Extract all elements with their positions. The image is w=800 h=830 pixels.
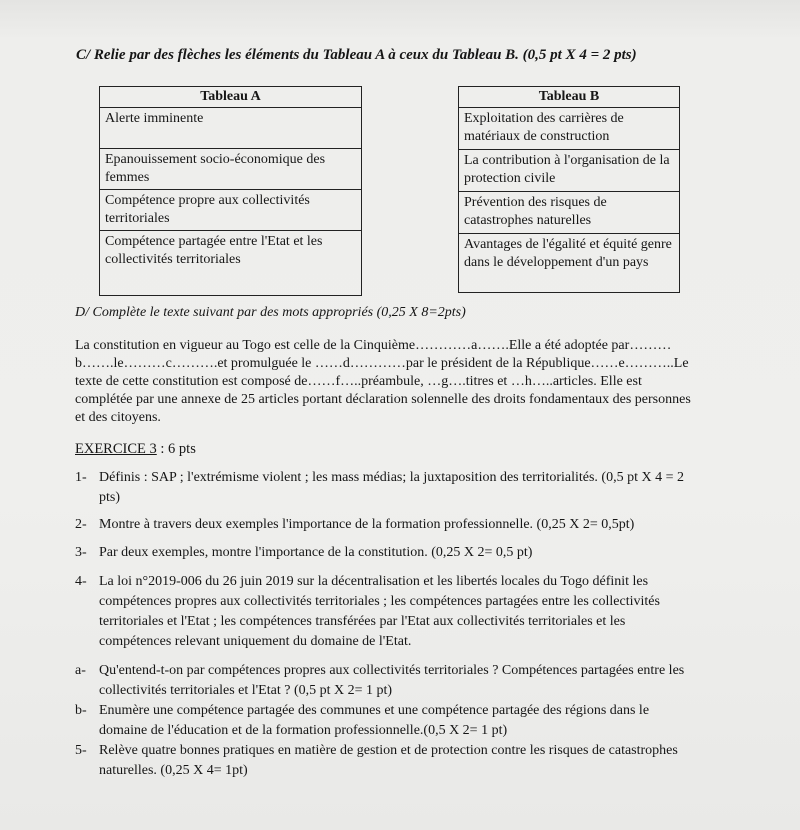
question-number: 4- xyxy=(75,574,87,589)
question-text: La loi n°2019-006 du 26 juin 2019 sur la décentralisation et les libertés locales du Togo définit les compétences propres aux collectivités territoriales ; les compétences partagées entre les collectivités territoriales et l'Etat ; les compétences transférées par l'Etat aux collectivités territoriales et les compétences relevant uniquement du domaine de l'Etat. xyxy=(99,574,660,649)
table-b-cell: La contribution à l'organisation de la protection civile xyxy=(459,150,680,192)
table-b-cell: Avantages de l'égalité et équité genre dans le développement d'un pays xyxy=(459,234,680,293)
table-a-header: Tableau A xyxy=(100,87,362,108)
question-number: 1- xyxy=(75,470,87,485)
table-a xyxy=(99,86,362,296)
table-a-cell: Compétence propre aux collectivités territoriales xyxy=(100,190,362,231)
table-a-cell: Epanouissement socio-économique des femmes xyxy=(100,149,362,190)
question-text: Définis : SAP ; l'extrémisme violent ; les mass médias; la juxtaposition des territorialités. (0,5 pt X 4 = 2 pts) xyxy=(99,470,684,505)
question-number: 2- xyxy=(75,517,87,532)
question-number: a- xyxy=(75,663,86,678)
table-b-cell: Prévention des risques de catastrophes naturelles xyxy=(459,192,680,234)
question-text: Par deux exemples, montre l'importance de la constitution. (0,25 X 2= 0,5 pt) xyxy=(99,545,533,560)
question-text: Relève quatre bonnes pratiques en matière de gestion et de protection contre les risques de catastrophes naturelles. (0,25 X 4= 1pt) xyxy=(99,743,678,778)
section-c-instruction: C/ Relie par des flèches les éléments du Tableau A à ceux du Tableau B. (0,5 pt X 4 = 2 pts) xyxy=(76,47,637,63)
section-d-instruction: D/ Complète le texte suivant par des mots appropriés (0,25 X 8=2pts) xyxy=(75,305,466,320)
question-text: Montre à travers deux exemples l'importance de la formation professionnelle. (0,25 X 2= 0,5pt) xyxy=(99,517,635,532)
question-text: Qu'entend-t-on par compétences propres aux collectivités territoriales ? Compétences partagées entre les collectivités territoriales et l'Etat ? (0,5 pt X 2= 1 pt) xyxy=(99,663,685,698)
table-a-cell: Compétence partagée entre l'Etat et les collectivités territoriales xyxy=(100,231,362,296)
exercise-3-points: : 6 pts xyxy=(156,441,196,457)
table-b-header: Tableau B xyxy=(459,87,680,108)
question-number: b- xyxy=(75,703,87,718)
exercise-3-heading xyxy=(75,441,196,458)
table-b xyxy=(458,86,680,293)
table-a-cell: Alerte imminente xyxy=(100,108,362,149)
question-number: 3- xyxy=(75,545,87,560)
fill-in-paragraph: La constitution en vigueur au Togo est celle de la Cinquième…………a…….Elle a été adoptée par………b…….le………c……….et promulguée le ……d…………par le président de la République……e………..Le texte de cette constitution est composé de……f…..préambule, …g….titres et …h…..articles. Elle est complétée par une annexe de 25 articles portant déclaration solennelle des droits fondamentaux des personnes et des citoyens. xyxy=(75,338,691,425)
exercise-3-title: EXERCICE 3 xyxy=(75,441,157,457)
question-number: 5- xyxy=(75,743,87,758)
question-text: Enumère une compétence partagée des communes et une compétence partagée des régions dans le domaine de l'éducation et de la formation professionnelle.(0,5 X 2= 1 pt) xyxy=(99,703,650,738)
table-b-cell: Exploitation des carrières de matériaux de construction xyxy=(459,108,680,150)
